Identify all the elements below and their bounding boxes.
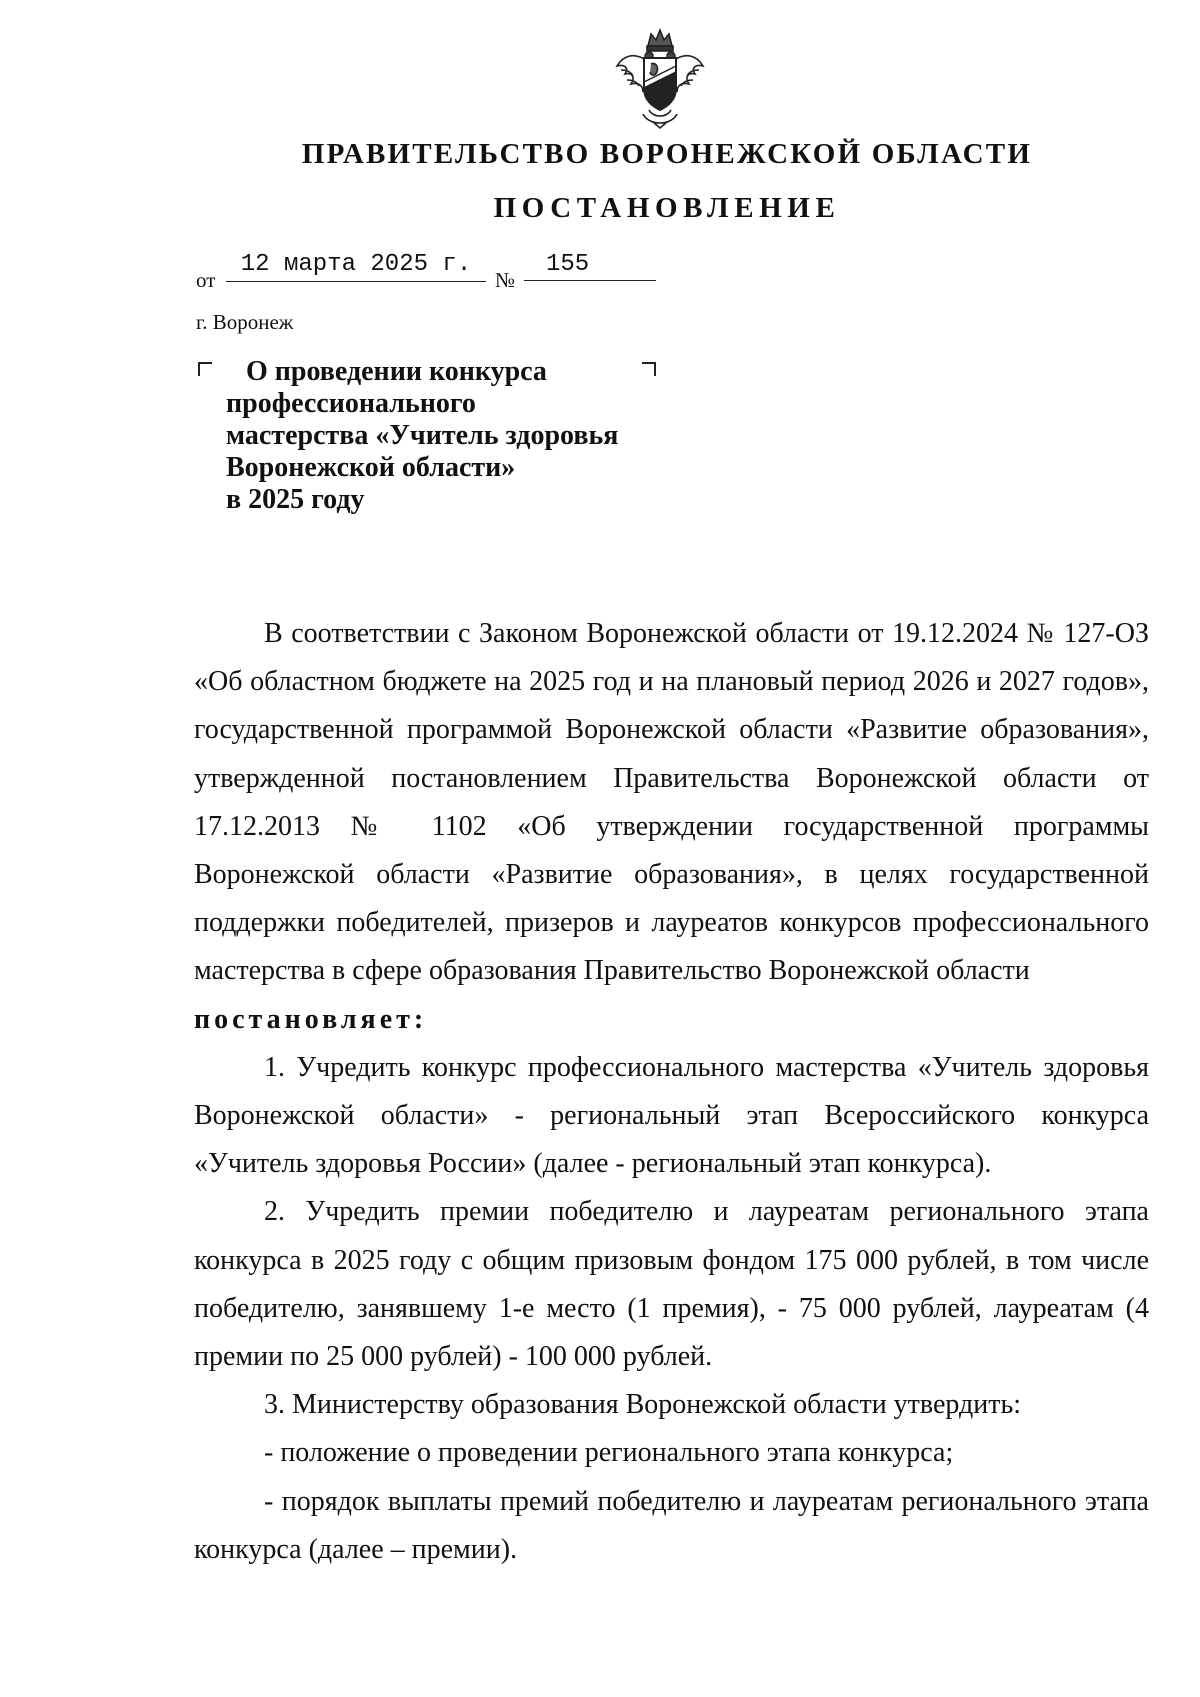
date-prefix: от (196, 268, 216, 292)
document-requisites (196, 247, 666, 293)
document-date: 12 марта 2025 г. (226, 251, 486, 282)
resolves-line (194, 996, 1149, 1044)
document-subject (226, 356, 666, 516)
document-body (194, 610, 1149, 1574)
item-paragraph: 1. Учредить конкурс профессионального мастерства «Учитель здоровья Воронежской области» - региональный этап Всероссийского конкурса «Учитель здоровья России» (далее - региональный этап конкурса). (194, 1051, 1149, 1180)
subject-line: в 2025 году (226, 484, 365, 515)
document-type: ПОСТАНОВЛЕНИЕ (493, 192, 841, 224)
preamble-paragraph: В соответствии с Законом Воронежской области от 19.12.2024 № 127-ОЗ «Об областном бюджете на 2025 год и на плановый период 2026 и 2027 годов», государственной программой Воронежской области «Развитие образования», утвержденной постановлением Правительства Воронежской области от 17.12.2013 № 1102 «Об утверждении государственной программы Воронежской области «Развитие образования», в целях государственной поддержки победителей, призеров и лауреатов конкурсов профессионального мастерства в сфере образования Правительство Воронежской области (194, 618, 1149, 987)
city-label: г. Воронеж (196, 310, 294, 334)
resolves-word: постановляет: (194, 1003, 428, 1035)
item-paragraph: - порядок выплаты премий победителю и лауреатам регионального этапа конкурса (далее – премии). (194, 1485, 1149, 1565)
subject-line: О проведении конкурса (246, 356, 547, 387)
item-paragraph: - положение о проведении регионального этапа конкурса; (264, 1437, 954, 1469)
subject-line: мастерства «Учитель здоровья (226, 420, 619, 451)
number-prefix: № (495, 268, 516, 292)
document-number: 155 (524, 251, 656, 281)
subject-line: профессионального (226, 388, 476, 419)
coat-of-arms-icon (613, 26, 707, 130)
item-paragraph: 3. Министерству образования Воронежской области утвердить: (264, 1389, 1022, 1421)
item-paragraph: 2. Учредить премии победителю и лауреатам регионального этапа конкурса в 2025 году с общим призовым фондом 175 000 рублей, в том числе победителю, занявшему 1-е место (1 премия), - 75 000 рублей, лауреатам (4 премии по 25 000 рублей) - 100 000 рублей. (194, 1196, 1149, 1373)
subject-corner-left (198, 362, 212, 376)
government-title: ПРАВИТЕЛЬСТВО ВОРОНЕЖСКОЙ ОБЛАСТИ (301, 138, 1033, 170)
subject-line: Воронежской области» (226, 452, 516, 483)
